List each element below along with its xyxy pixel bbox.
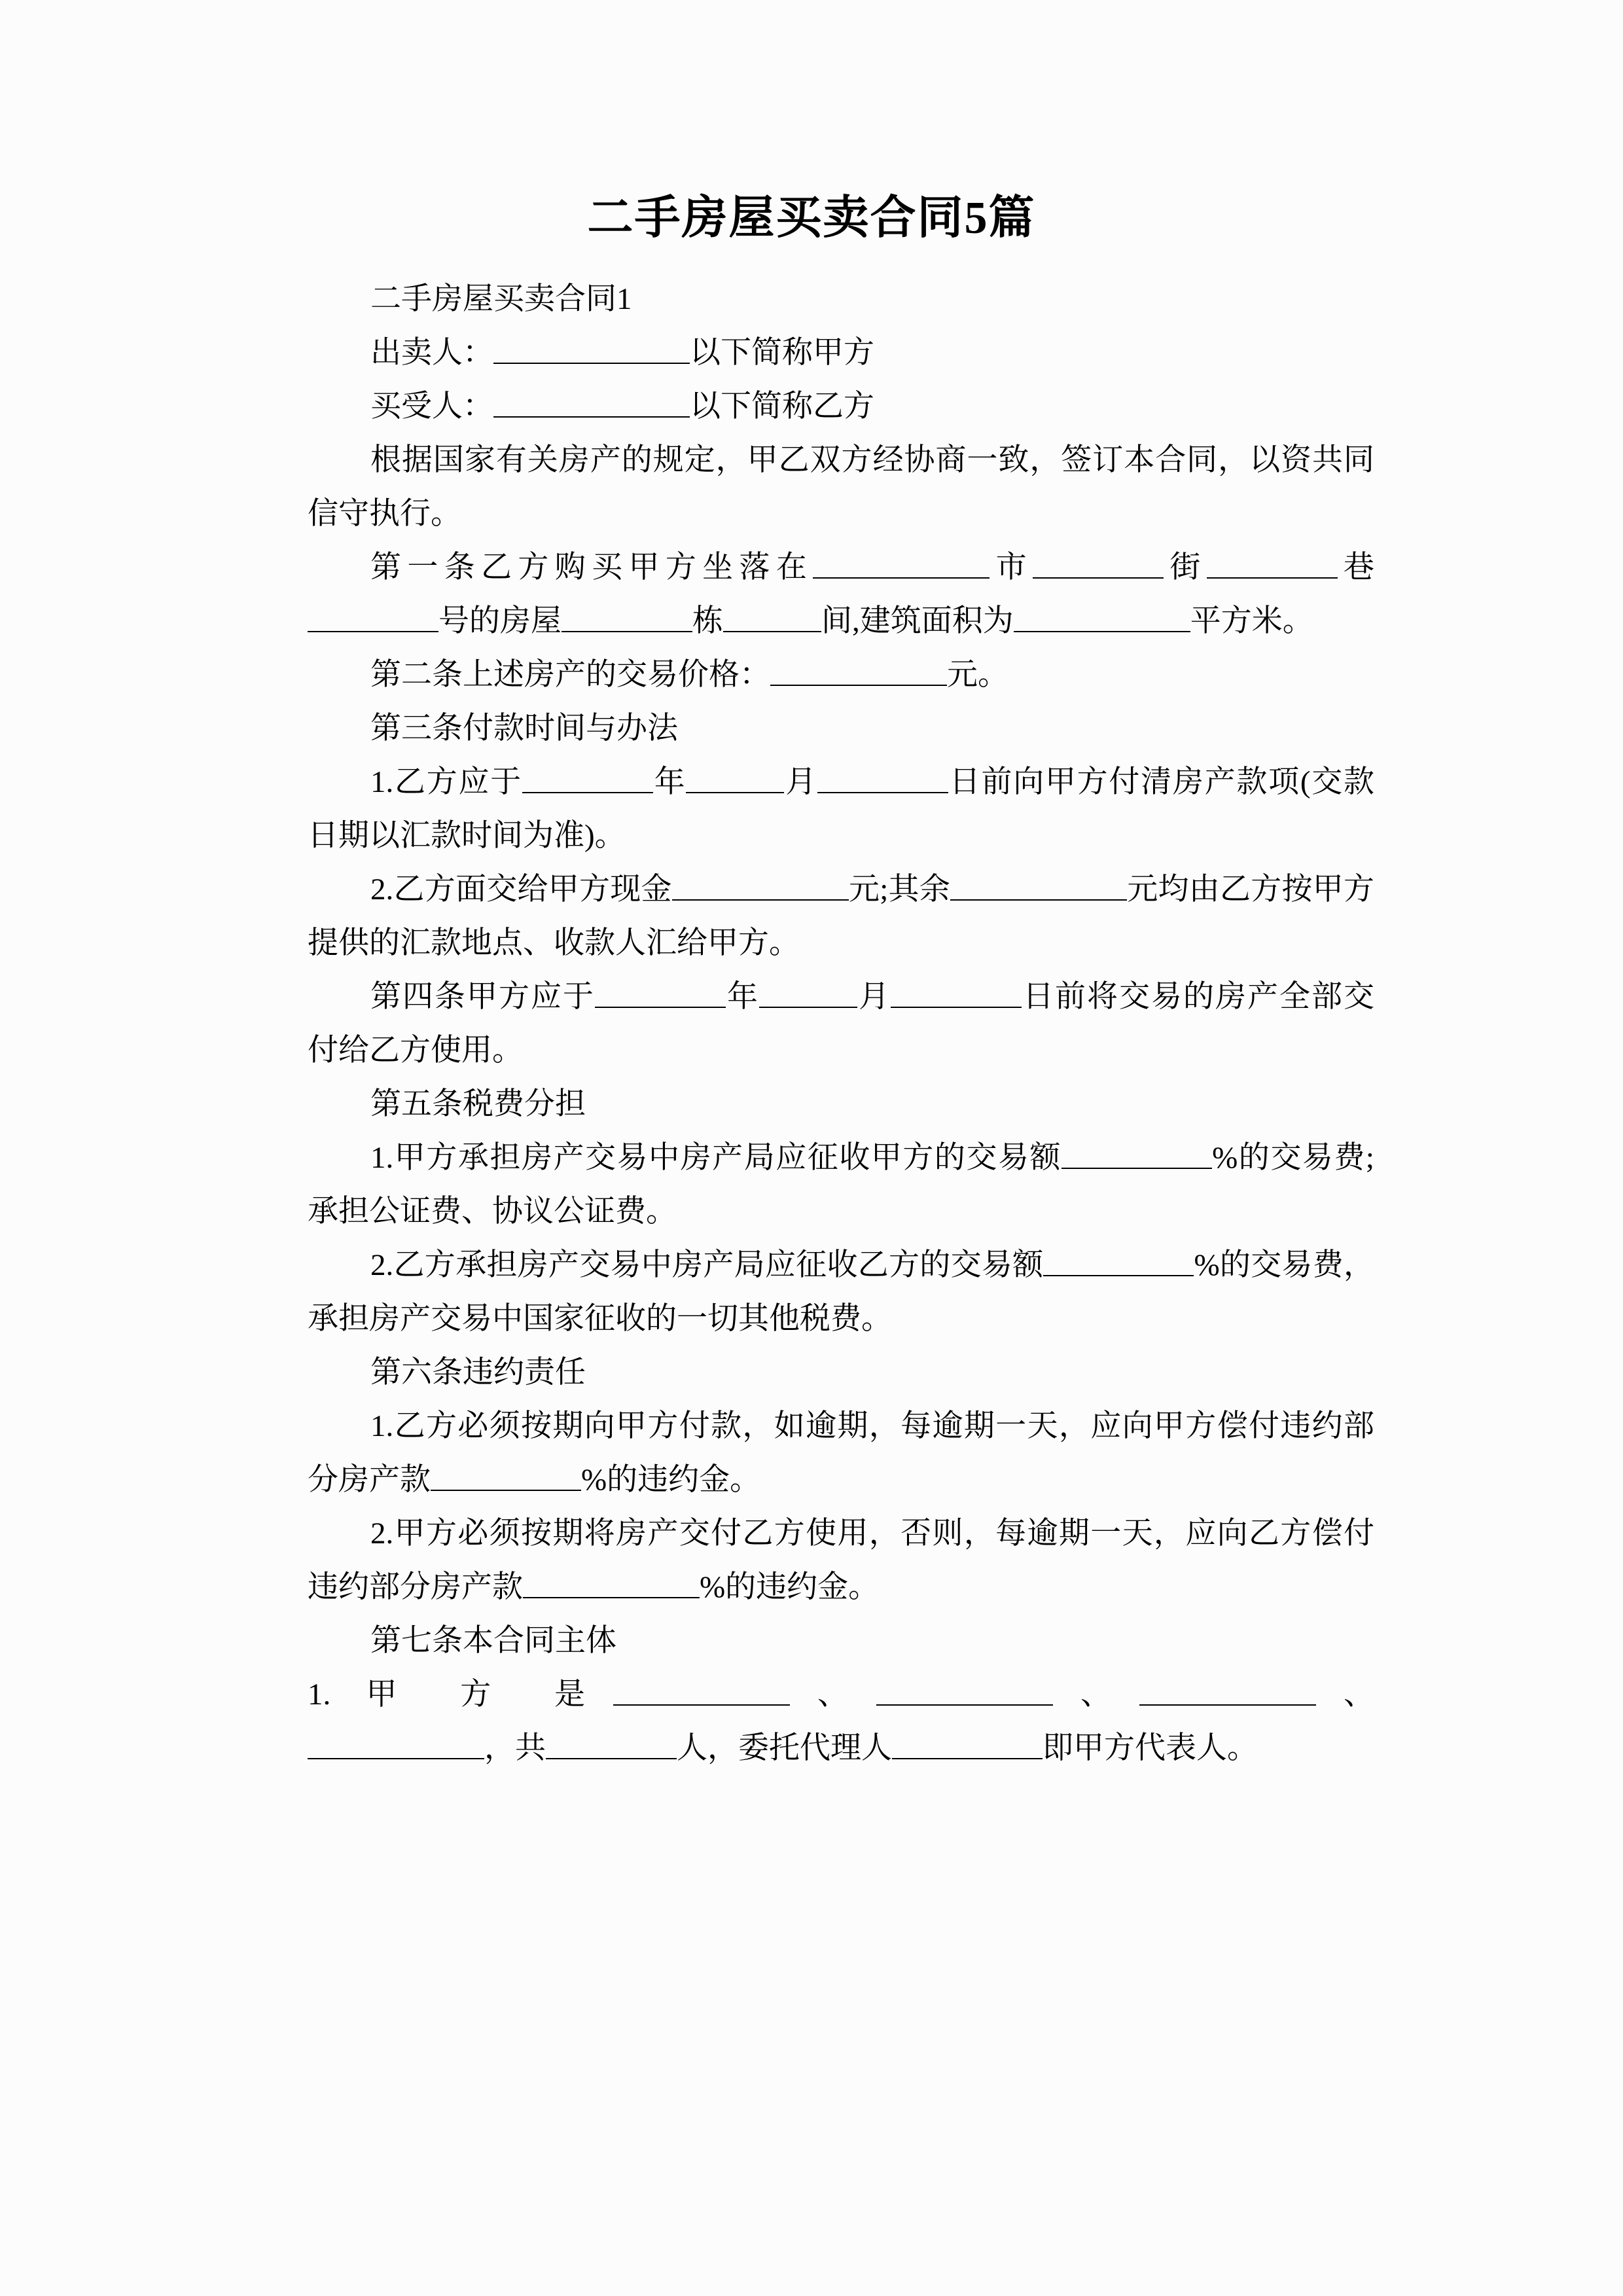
party-a-member-2-blank[interactable] bbox=[876, 1672, 1053, 1705]
a3i1-seg-2: 月 bbox=[784, 764, 817, 799]
article-1-seg-3: 巷 bbox=[1337, 550, 1375, 584]
article-4-paragraph bbox=[308, 970, 1374, 1077]
party-a-agent-blank[interactable] bbox=[892, 1725, 1043, 1759]
article-1-seg-6: 间,建筑面积为 bbox=[821, 603, 1014, 638]
seller-line bbox=[308, 326, 1374, 380]
article-6-item-1 bbox=[308, 1399, 1374, 1507]
article-2-seg-1: 元。 bbox=[947, 657, 1008, 692]
a6i1-seg-0: 1.乙方必须按期向甲方付款，如逾期，每逾期一天，应向甲方偿付违约部分房产款 bbox=[308, 1408, 1374, 1497]
a7i1-seg-5: 人，委托代理人 bbox=[677, 1731, 892, 1765]
a3i1-seg-0: 1.乙方应于 bbox=[370, 764, 522, 799]
a5i1-seg-0: 1.甲方承担房产交易中房产局应征收甲方的交易额 bbox=[370, 1140, 1062, 1175]
article-2-paragraph bbox=[308, 648, 1374, 702]
a6i1-seg-1: %的违约金。 bbox=[581, 1462, 761, 1497]
room-blank[interactable] bbox=[723, 598, 821, 632]
party-a-member-3-blank[interactable] bbox=[1139, 1672, 1316, 1705]
a3i2-seg-0: 2.乙方面交给甲方现金 bbox=[370, 872, 672, 906]
buyer-suffix: 以下简称乙方 bbox=[690, 389, 874, 423]
a3i1-seg-3: 日前向甲方付清房产款项(交款日期以汇款时间为准)。 bbox=[308, 764, 1375, 853]
article-7-item-1-line-1 bbox=[308, 1668, 1374, 1721]
a7i1-seg-0: 1. 甲 方 是 bbox=[308, 1677, 613, 1712]
article-1-seg-0: 第一条乙方购买甲方坐落在 bbox=[370, 550, 813, 584]
cash-amount-blank[interactable] bbox=[672, 867, 849, 900]
street-blank[interactable] bbox=[1033, 545, 1164, 578]
a7i1-seg-3: 、 bbox=[1315, 1677, 1374, 1712]
a7i1-seg-4: ，共 bbox=[484, 1731, 546, 1765]
pay-month-blank[interactable] bbox=[686, 759, 784, 793]
article-6-item-2 bbox=[308, 1507, 1374, 1614]
area-blank[interactable] bbox=[1014, 598, 1190, 632]
a4-seg-2: 月 bbox=[857, 979, 891, 1014]
article-1-seg-2: 街 bbox=[1163, 550, 1207, 584]
article-2-seg-0: 第二条上述房产的交易价格： bbox=[370, 657, 770, 692]
a7i1-seg-1: 、 bbox=[789, 1677, 876, 1712]
a3i1-seg-1: 年 bbox=[652, 764, 687, 799]
page-title: 二手房屋买卖合同5篇 bbox=[587, 193, 1036, 243]
party-a-member-4-blank[interactable] bbox=[308, 1725, 484, 1759]
pay-day-blank[interactable] bbox=[817, 759, 948, 793]
buyer-name-blank[interactable] bbox=[493, 384, 690, 417]
a5i2-seg-1: %的交易费，承担房产交易中国家征收的一切其他税费。 bbox=[308, 1247, 1374, 1336]
number-blank[interactable] bbox=[308, 598, 438, 632]
seller-penalty-rate-blank[interactable] bbox=[523, 1564, 700, 1598]
seller-name-blank[interactable] bbox=[493, 330, 690, 363]
article-5-item-2 bbox=[308, 1238, 1374, 1346]
price-blank[interactable] bbox=[770, 652, 947, 685]
seller-fee-rate-blank[interactable] bbox=[1061, 1135, 1212, 1168]
a6i2-seg-0: 2.甲方必须按期将房产交付乙方使用，否则，每逾期一天，应向乙方偿付违约部分房产款 bbox=[308, 1516, 1374, 1604]
a3i2-seg-1: 元;其余 bbox=[848, 872, 951, 906]
seller-label: 出卖人： bbox=[370, 335, 493, 370]
preamble-paragraph: 根据国家有关房产的规定，甲乙双方经协商一致，签订本合同，以资共同信守执行。 bbox=[308, 442, 1374, 531]
a5i1-seg-1: %的交易费;承担公证费、协议公证费。 bbox=[308, 1140, 1374, 1229]
a6i2-seg-1: %的违约金。 bbox=[700, 1570, 880, 1604]
party-a-member-1-blank[interactable] bbox=[613, 1672, 790, 1705]
pay-year-blank[interactable] bbox=[522, 759, 653, 793]
article-7-heading: 第七条本合同主体 bbox=[370, 1623, 616, 1658]
article-7-item-1-line-2 bbox=[308, 1721, 1374, 1775]
a5i2-seg-0: 2.乙方承担房产交易中房产局应征收乙方的交易额 bbox=[370, 1247, 1044, 1282]
remainder-amount-blank[interactable] bbox=[950, 867, 1127, 900]
a4-seg-0: 第四条甲方应于 bbox=[370, 979, 595, 1014]
article-1-seg-4: 号的房屋 bbox=[438, 603, 562, 638]
article-1-paragraph bbox=[308, 541, 1374, 648]
article-6-heading: 第六条违约责任 bbox=[370, 1355, 586, 1390]
document-body bbox=[308, 272, 1374, 1775]
a7i1-seg-2: 、 bbox=[1052, 1677, 1139, 1712]
deliver-month-blank[interactable] bbox=[759, 974, 857, 1007]
article-1-seg-5: 栋 bbox=[692, 603, 723, 638]
article-3-item-1 bbox=[308, 755, 1374, 863]
article-1-seg-7: 平方米。 bbox=[1190, 603, 1313, 638]
a7i1-seg-6: 即甲方代表人。 bbox=[1043, 1731, 1258, 1765]
deliver-year-blank[interactable] bbox=[595, 974, 726, 1007]
article-1-seg-1: 市 bbox=[990, 550, 1033, 584]
a3i2-seg-2: 元均由乙方按甲方提供的汇款地点、收款人汇给甲方。 bbox=[308, 872, 1375, 960]
lane-blank[interactable] bbox=[1207, 545, 1338, 578]
buyer-label: 买受人： bbox=[370, 389, 493, 423]
article-3-item-2 bbox=[308, 863, 1374, 970]
buyer-line bbox=[308, 380, 1374, 433]
article-5-item-1 bbox=[308, 1131, 1374, 1238]
buyer-fee-rate-blank[interactable] bbox=[1043, 1242, 1194, 1276]
article-5-heading: 第五条税费分担 bbox=[370, 1086, 586, 1121]
deliver-day-blank[interactable] bbox=[891, 974, 1022, 1007]
a4-seg-3: 日前将交易的房产全部交付给乙方使用。 bbox=[308, 979, 1374, 1067]
a4-seg-1: 年 bbox=[726, 979, 759, 1014]
seller-suffix: 以下简称甲方 bbox=[690, 335, 874, 370]
building-blank[interactable] bbox=[562, 598, 692, 632]
city-blank[interactable] bbox=[813, 545, 990, 578]
buyer-penalty-rate-blank[interactable] bbox=[431, 1457, 581, 1490]
subtitle-text: 二手房屋买卖合同1 bbox=[370, 281, 632, 316]
article-3-heading: 第三条付款时间与办法 bbox=[370, 711, 678, 745]
party-a-count-blank[interactable] bbox=[546, 1725, 677, 1759]
document-subtitle bbox=[308, 272, 1374, 326]
